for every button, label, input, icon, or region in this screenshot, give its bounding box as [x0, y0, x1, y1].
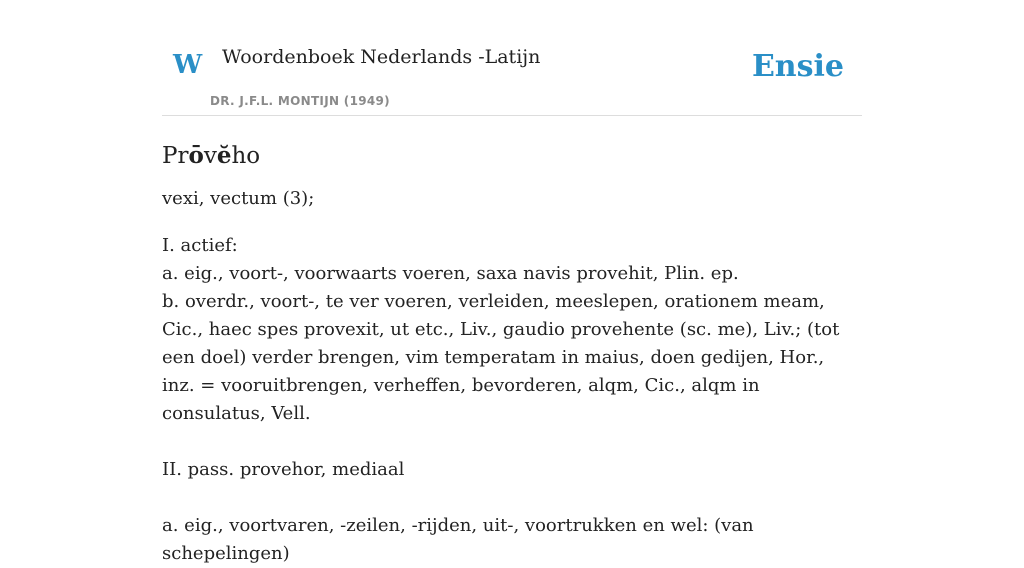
definition-1a: a. eig., voort-, voorwaarts voeren, saxa navis provehit, Plin. ep.	[162, 262, 739, 284]
headword	[162, 142, 862, 171]
headword-part: ĕ	[216, 142, 232, 169]
page	[162, 0, 862, 568]
book-logo-icon[interactable]: W	[173, 50, 203, 80]
conjugation: vexi, vectum (3);	[162, 187, 315, 209]
headword-part: ō	[188, 142, 204, 169]
headword-part: ho	[231, 143, 261, 169]
entry-body	[162, 185, 862, 568]
headword-part: Pr	[162, 143, 189, 169]
section-title-passive: II. pass. provehor, mediaal	[162, 458, 405, 480]
definition-2a: a. eig., voortvaren, -zeilen, -rijden, uit-, voortrukken en wel: (van schepelingen)	[162, 514, 754, 564]
definition-1b: b. overdr., voort-, te ver voeren, verleiden, meeslepen, orationem meam, Cic., haec spes provexit, ut etc., Liv., gaudio provehente (sc. me), Liv.; (tot een doel) verder brengen, vim temperatam in maius, doen gedijen, Hor., inz. = vooruitbrengen, verheffen, bevorderen, alqm, Cic., alqm in consulatus, Vell.	[162, 290, 840, 424]
book-title-link[interactable]: Woordenboek Nederlands -Latijn	[222, 46, 541, 68]
headword-part: v	[203, 143, 217, 169]
section-title-active: I. actief:	[162, 234, 238, 256]
book-author: DR. J.F.L. MONTIJN (1949)	[210, 94, 390, 108]
header	[162, 0, 862, 116]
ensie-logo-link[interactable]: Ensie	[751, 49, 844, 84]
